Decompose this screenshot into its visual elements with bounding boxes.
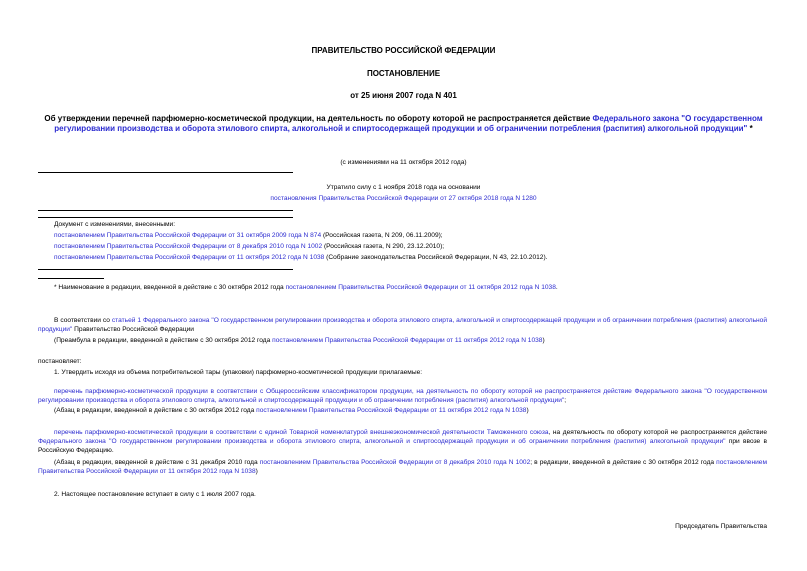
preamble-note-link[interactable]: постановлением Правительства Российской Федерации от 11 октября 2012 года N 1038 bbox=[272, 337, 543, 344]
divider-line bbox=[38, 210, 293, 211]
list-item: постановлением Правительства Российской Федерации от 8 декабря 2010 года N 1002 (Российская газета, N 290, 23.12.2010); bbox=[54, 243, 445, 250]
document-title: Об утверждении перечней парфюмерно-косметической продукции, на деятельность по обороту которой не распространяется действие Федерального закона "О государственном регулировании производства и оборота этилового спирта, алкогольной и спиртосодержащей продукции и об ограничении потребления (распития) алкогольной продукции" * bbox=[44, 114, 763, 133]
federal-law-link[interactable]: Федерального закона "О государственном регулировании производства и оборота этилового спирта, алкогольной и спиртосодержащей продукции и об ограничении потребления (распития) алкогольной продукции" bbox=[38, 438, 726, 445]
change-link-1038[interactable]: постановлением Правительства Российской Федерации от 11 октября 2012 года N 1038 bbox=[54, 254, 325, 261]
change-link-874[interactable]: постановлением Правительства Российской Федерации от 31 октября 2009 года N 874 bbox=[54, 232, 322, 239]
para-b-note-link-1038[interactable]: постановлением Правительства Российской Федерации от 11 октября 2012 года N 1038 bbox=[38, 459, 768, 475]
divider-line bbox=[38, 172, 293, 173]
para-b-note: (Абзац в редакции, введенной в действие с 31 декабря 2010 года постановлением Правительства Российской Федерации от 8 декабря 2010 года N 1002; в редакции, введенной в действие с 30 октября 2012 года постановлением Правительства Российской Федерации от 11 октября 2012 года N 1038) bbox=[38, 459, 768, 475]
expired-notice: Утратило силу с 1 ноября 2018 года на основании bbox=[326, 184, 481, 191]
divider-line bbox=[38, 217, 293, 218]
law-article-link[interactable]: статьей 1 Федерального закона "О государственном регулировании производства и оборота этилового спирта, алкогольной и спиртосодержащей продукции и об ограничении потребления (распития) алкогольной продукции" bbox=[38, 317, 767, 333]
list-paragraph-a: перечень парфюмерно-косметической продукции в соответствии с Общероссийским классификатором продукции, на деятельность по обороту которой не распространяется действие Федерального закона "О государственном регулировании производства и оборота этилового спирта, алкогольной и спиртосодержащей продукции и об ограничении потребления (распития) алкогольной продукции"; bbox=[38, 388, 767, 404]
list-item: постановлением Правительства Российской Федерации от 11 октября 2012 года N 1038 (Собрание законодательства Российской Федерации, N 43, 22.10.2012). bbox=[54, 254, 548, 261]
item-2: 2. Настоящее постановление вступает в силу с 1 июля 2007 года. bbox=[54, 491, 256, 498]
changes-block bbox=[54, 220, 794, 262]
para-a-note-link[interactable]: постановлением Правительства Российской Федерации от 11 октября 2012 года N 1038 bbox=[256, 407, 527, 414]
change-link-1002[interactable]: постановлением Правительства Российской Федерации от 8 декабря 2010 года N 1002 bbox=[54, 243, 323, 250]
government-heading: ПРАВИТЕЛЬСТВО РОССИЙСКОЙ ФЕДЕРАЦИИ bbox=[311, 46, 496, 55]
list-item: постановлением Правительства Российской Федерации от 31 октября 2009 года N 874 (Российская газета, N 209, 06.11.2009); bbox=[54, 232, 443, 239]
signature: Председатель Правительства bbox=[675, 523, 767, 530]
changes-intro: Документ с изменениями, внесенными: bbox=[54, 221, 176, 228]
okp-list-link[interactable]: перечень парфюмерно-косметической продукции в соответствии с Общероссийским классификатором продукции, на деятельность по обороту которой не распространяется действие Федерального закона "О государственном регулировании производства и оборота этилового спирта, алкогольной и спиртосодержащей продукции и об ограничении потребления (распития) алкогольной продукции" bbox=[38, 388, 767, 404]
doc-type-heading: ПОСТАНОВЛЕНИЕ bbox=[366, 69, 441, 78]
para-a-note: (Абзац в редакции, введенной в действие с 30 октября 2012 года постановлением Правительства Российской Федерации от 11 октября 2012 года N 1038) bbox=[54, 407, 529, 414]
divider-line bbox=[38, 269, 293, 270]
footnote: * Наименование в редакции, введенной в действие с 30 октября 2012 года постановлением Правительства Российской Федерации от 11 октября 2012 года N 1038. bbox=[54, 284, 558, 291]
item-1: 1. Утвердить исходя из объема потребительской тары (упаковки) парфюмерно-косметической продукции прилагаемые: bbox=[54, 369, 423, 376]
footnote-link-1038[interactable]: постановлением Правительства Российской Федерации от 11 октября 2012 года N 1038 bbox=[285, 284, 556, 291]
para-b-note-link-1002[interactable]: постановлением Правительства Российской Федерации от 8 декабря 2010 года N 1002 bbox=[259, 459, 531, 466]
amendment-note: (с изменениями на 11 октября 2012 года) bbox=[340, 159, 467, 166]
preamble-note: (Преамбула в редакции, введенной в действие с 30 октября 2012 года постановлением Правительства Российской Федерации от 11 октября 2012 года N 1038) bbox=[54, 337, 545, 344]
decides-word: постановляет: bbox=[38, 358, 82, 365]
federal-law-title-link[interactable]: Федерального закона "О государственном регулировании производства и оборота этилового спирта, алкогольной и спиртосодержащей продукции и об ограничении потребления (распития) алкогольной продукции" bbox=[54, 114, 763, 133]
tn-ved-list-link[interactable]: перечень парфюмерно-косметической продукции в соответствии с единой Товарной номенклатурой внешнеэкономической деятельности Таможенного союза bbox=[54, 429, 549, 436]
footnote-separator bbox=[38, 278, 104, 279]
doc-date: от 25 июня 2007 года N 401 bbox=[350, 91, 457, 100]
list-paragraph-b: перечень парфюмерно-косметической продукции в соответствии с единой Товарной номенклатурой внешнеэкономической деятельности Таможенного союза, на деятельность по обороту которой не распространяется действие Федерального закона "О государственном регулировании производства и оборота этилового спирта, алкогольной и спиртосодержащей продукции и об ограничении потребления (распития) алкогольной продукции" при ввозе в Российскую Федерацию. bbox=[38, 429, 768, 454]
expired-decree-link[interactable]: постановления Правительства Российской Федерации от 27 октября 2018 года N 1280 bbox=[270, 195, 537, 202]
preamble: В соответствии со статьей 1 Федерального закона "О государственном регулировании производства и оборота этилового спирта, алкогольной и спиртосодержащей продукции и об ограничении потребления (распития) алкогольной продукции" Правительство Российской Федерации bbox=[38, 317, 767, 333]
